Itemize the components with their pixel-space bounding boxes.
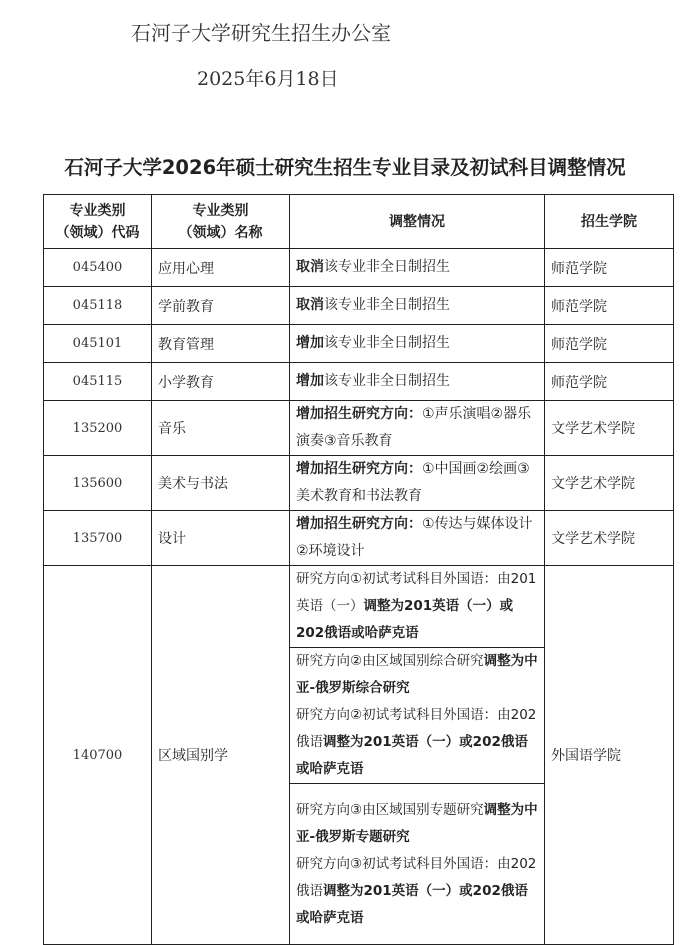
college-name: 师范学院 bbox=[545, 363, 674, 401]
document-title: 石河子大学2026年硕士研究生招生专业目录及初试科目调整情况 bbox=[64, 156, 626, 179]
program-name: 设计 bbox=[152, 511, 290, 566]
adjustment-text: 增加该专业非全日制招生 bbox=[290, 363, 545, 401]
college-name: 师范学院 bbox=[545, 325, 674, 363]
adjustment-text: 取消该专业非全日制招生 bbox=[290, 249, 545, 287]
issuing-office: 石河子大学研究生招生办公室 bbox=[131, 21, 391, 45]
header-name: 专业类别 （领域）名称 bbox=[152, 195, 290, 249]
adjustment-text: 增加招生研究方向：①中国画②绘画③美术教育和书法教育 bbox=[290, 456, 545, 511]
adjustment-table bbox=[43, 194, 674, 945]
college-name: 师范学院 bbox=[545, 249, 674, 287]
college-name: 师范学院 bbox=[545, 287, 674, 325]
issue-date: 2025年6月18日 bbox=[197, 68, 339, 90]
program-name: 区域国别学 bbox=[152, 566, 290, 945]
college-name: 外国语学院 bbox=[545, 566, 674, 945]
program-code: 045118 bbox=[44, 287, 152, 325]
adjustment-direction-3: 研究方向③由区域国别专题研究调整为中亚-俄罗斯专题研究 研究方向③初试考试科目外国语：由202俄语调整为201英语（一）或202俄语或哈萨克语 bbox=[290, 784, 545, 945]
program-code: 045115 bbox=[44, 363, 152, 401]
program-code: 045101 bbox=[44, 325, 152, 363]
header-adjustment: 调整情况 bbox=[290, 195, 545, 249]
college-name: 文学艺术学院 bbox=[545, 456, 674, 511]
table-row bbox=[44, 363, 674, 401]
program-code: 135200 bbox=[44, 401, 152, 456]
header-code: 专业类别 （领域）代码 bbox=[44, 195, 152, 249]
adjustment-text: 增加该专业非全日制招生 bbox=[290, 325, 545, 363]
college-name: 文学艺术学院 bbox=[545, 511, 674, 566]
table-row bbox=[44, 456, 674, 511]
table-row bbox=[44, 566, 674, 648]
program-name: 应用心理 bbox=[152, 249, 290, 287]
program-name: 小学教育 bbox=[152, 363, 290, 401]
program-code: 135600 bbox=[44, 456, 152, 511]
table-row bbox=[44, 401, 674, 456]
adjustment-text: 增加招生研究方向：①声乐演唱②器乐演奏③音乐教育 bbox=[290, 401, 545, 456]
adjustment-text: 增加招生研究方向：①传达与媒体设计②环境设计 bbox=[290, 511, 545, 566]
program-code: 140700 bbox=[44, 566, 152, 945]
table-header-row bbox=[44, 195, 674, 249]
table-row bbox=[44, 325, 674, 363]
table-row bbox=[44, 511, 674, 566]
program-name: 学前教育 bbox=[152, 287, 290, 325]
program-name: 音乐 bbox=[152, 401, 290, 456]
program-code: 135700 bbox=[44, 511, 152, 566]
table-row bbox=[44, 287, 674, 325]
college-name: 文学艺术学院 bbox=[545, 401, 674, 456]
table-row bbox=[44, 249, 674, 287]
adjustment-direction-2: 研究方向②由区域国别综合研究调整为中亚-俄罗斯综合研究 研究方向②初试考试科目外国语：由202俄语调整为201英语（一）或202俄语或哈萨克语 bbox=[290, 648, 545, 784]
header-college: 招生学院 bbox=[545, 195, 674, 249]
adjustment-text: 取消该专业非全日制招生 bbox=[290, 287, 545, 325]
adjustment-direction-1: 研究方向①初试考试科目外国语：由201英语（一）调整为201英语（一）或202俄语或哈萨克语 bbox=[290, 566, 545, 648]
program-name: 美术与书法 bbox=[152, 456, 290, 511]
program-name: 教育管理 bbox=[152, 325, 290, 363]
program-code: 045400 bbox=[44, 249, 152, 287]
